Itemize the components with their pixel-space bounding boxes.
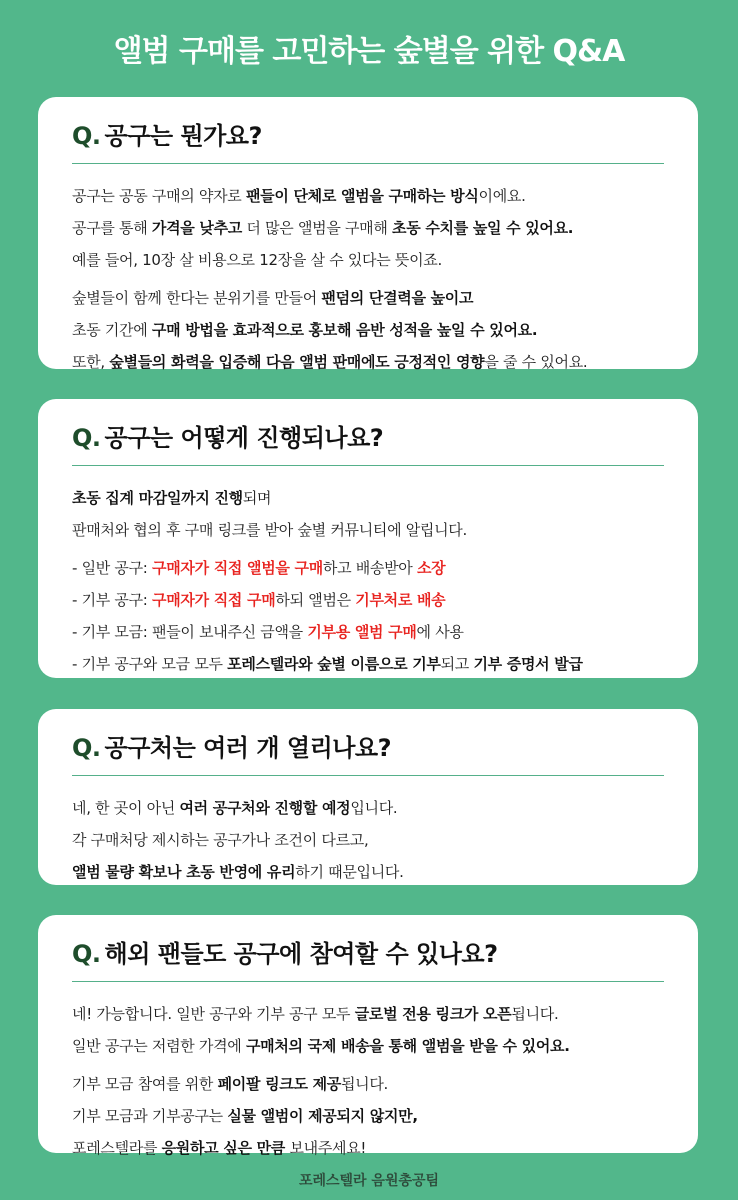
answer-line: [72, 552, 664, 584]
qa-card-what-is-group-buy: [38, 97, 698, 369]
answer-text: 에 사용: [416, 623, 464, 641]
answer-text: 기부 모금 참여를 위한: [72, 1075, 218, 1093]
emphasis-text: 포레스텔라와 숲별 이름으로 기부: [227, 655, 441, 673]
answer-line: [72, 212, 664, 244]
answer-line: [72, 1030, 664, 1062]
emphasis-text: 구매처의 국제 배송을 통해 앨범을 받을 수 있어요.: [245, 1037, 570, 1055]
answer-text: 초동 기간에: [72, 321, 152, 339]
answer-line: [72, 282, 664, 314]
emphasis-text: 팬덤의 단결력을 높이고: [321, 289, 474, 307]
answer-body: [72, 180, 664, 378]
q-mark: Q.: [72, 122, 101, 150]
answer-text: - 기부 모금: 팬들이 보내주신 금액을: [72, 623, 308, 641]
qa-card-how-it-works: [38, 399, 698, 678]
answer-line: [72, 514, 664, 546]
question-text: 공구는 어떻게 진행되나요?: [104, 424, 384, 452]
highlight-text: 구매자가 직접 구매: [152, 591, 276, 609]
qa-card-overseas-fans: [38, 915, 698, 1157]
answer-line: [72, 1068, 664, 1100]
answer-text: 네, 한 곳이 아닌: [72, 799, 180, 817]
emphasis-text: 구매 방법을 효과적으로 홍보해 음반 성적을 높일 수 있어요.: [151, 321, 538, 339]
question-heading: [72, 399, 664, 457]
answer-line: [72, 244, 664, 276]
emphasis-text: 응원하고 싶은 만큼: [161, 1139, 285, 1157]
answer-text: 각 구매처당 제시하는 공구가나 조건이 다르고,: [72, 831, 369, 849]
answer-line: [72, 856, 664, 888]
question-text: 공구처는 여러 개 열리나요?: [104, 734, 392, 762]
emphasis-text: 팬들이 단체로 앨범을 구매하는 방식: [245, 187, 479, 205]
emphasis-text: 숲별들의 화력을 입증해 다음 앨범 판매에도 긍정적인 영향: [109, 353, 485, 371]
answer-text: - 일반 공구:: [72, 559, 153, 577]
footer-credit: 포레스텔라 음원총공팀: [298, 1173, 440, 1189]
divider: [72, 775, 664, 776]
highlight-text: 기부처로 배송: [355, 591, 446, 609]
emphasis-text: 페이팔 링크도 제공: [217, 1075, 341, 1093]
answer-body: [72, 998, 664, 1164]
divider: [72, 465, 664, 466]
highlight-text: 기부용 앨범 구매: [307, 623, 417, 641]
answer-text: 하고 배송받아: [322, 559, 417, 577]
answer-body: [72, 792, 664, 888]
answer-line: [72, 584, 664, 616]
answer-text: 되며: [242, 489, 272, 507]
answer-line: [72, 648, 664, 680]
answer-text: 숲별들이 함께 한다는 분위기를 만들어: [72, 289, 322, 307]
answer-text: 기부 모금과 기부공구는: [72, 1107, 228, 1125]
answer-body: [72, 482, 664, 680]
answer-line: [72, 346, 664, 378]
answer-text: 공구는 공동 구매의 약자로: [72, 187, 246, 205]
answer-text: - 기부 공구:: [72, 591, 153, 609]
answer-text: 됩니다.: [340, 1075, 389, 1093]
answer-text: 네! 가능합니다. 일반 공구와 기부 공구 모두: [72, 1005, 355, 1023]
answer-text: - 기부 공구와 모금 모두: [72, 655, 228, 673]
answer-text: 하되 앨범은: [275, 591, 356, 609]
question-heading: [72, 915, 664, 973]
answer-text: 입니다.: [350, 799, 398, 817]
q-mark: Q.: [72, 940, 101, 968]
answer-line: [72, 824, 664, 856]
answer-line: [72, 482, 664, 514]
qa-card-multiple-vendors: [38, 709, 698, 885]
page-title: 앨범 구매를 고민하는 숲별을 위한 Q&A: [113, 34, 625, 69]
emphasis-text: 초동 수치를 높일 수 있어요.: [392, 219, 574, 237]
answer-text: 일반 공구는 저렴한 가격에: [72, 1037, 246, 1055]
answer-text: 하기 때문입니다.: [295, 863, 404, 881]
question-heading: [72, 97, 664, 155]
question-text: 공구는 뭔가요?: [104, 122, 262, 150]
answer-text: 이에요.: [478, 187, 526, 205]
answer-line: [72, 616, 664, 648]
answer-text: 예를 들어, 10장 살 비용으로 12장을 살 수 있다는 뜻이죠.: [72, 251, 442, 269]
highlight-text: 소장: [416, 559, 446, 577]
question-text: 해외 팬들도 공구에 참여할 수 있나요?: [104, 940, 498, 968]
answer-text: 또한,: [72, 353, 110, 371]
answer-line: [72, 998, 664, 1030]
emphasis-text: 여러 공구처와 진행할 예정: [179, 799, 351, 817]
answer-text: 포레스텔라를: [72, 1139, 162, 1157]
answer-text: 공구를 통해: [72, 219, 152, 237]
q-mark: Q.: [72, 734, 101, 762]
answer-text: 보내주세요!: [284, 1139, 367, 1157]
q-mark: Q.: [72, 424, 101, 452]
answer-line: [72, 792, 664, 824]
emphasis-text: 실물 앨범이 제공되지 않지만,: [227, 1107, 418, 1125]
answer-line: [72, 1100, 664, 1132]
answer-text: 판매처와 협의 후 구매 링크를 받아 숲별 커뮤니티에 알립니다.: [72, 521, 467, 539]
emphasis-text: 기부 증명서 발급: [473, 655, 583, 673]
question-heading: [72, 709, 664, 767]
answer-line: [72, 180, 664, 212]
highlight-text: 구매자가 직접 앨범을 구매: [152, 559, 323, 577]
answer-text: 되고: [440, 655, 474, 673]
emphasis-text: 앨범 물량 확보나 초동 반영에 유리: [72, 863, 296, 881]
answer-line: [72, 314, 664, 346]
answer-line: [72, 1132, 664, 1164]
emphasis-text: 초동 집계 마감일까지 진행: [72, 489, 243, 507]
answer-text: 더 많은 앨범을 구매해: [241, 219, 393, 237]
emphasis-text: 글로벌 전용 링크가 오픈: [354, 1005, 512, 1023]
divider: [72, 981, 664, 982]
answer-text: 됩니다.: [511, 1005, 559, 1023]
answer-text: 을 줄 수 있어요.: [484, 353, 588, 371]
divider: [72, 163, 664, 164]
emphasis-text: 가격을 낮추고: [151, 219, 242, 237]
